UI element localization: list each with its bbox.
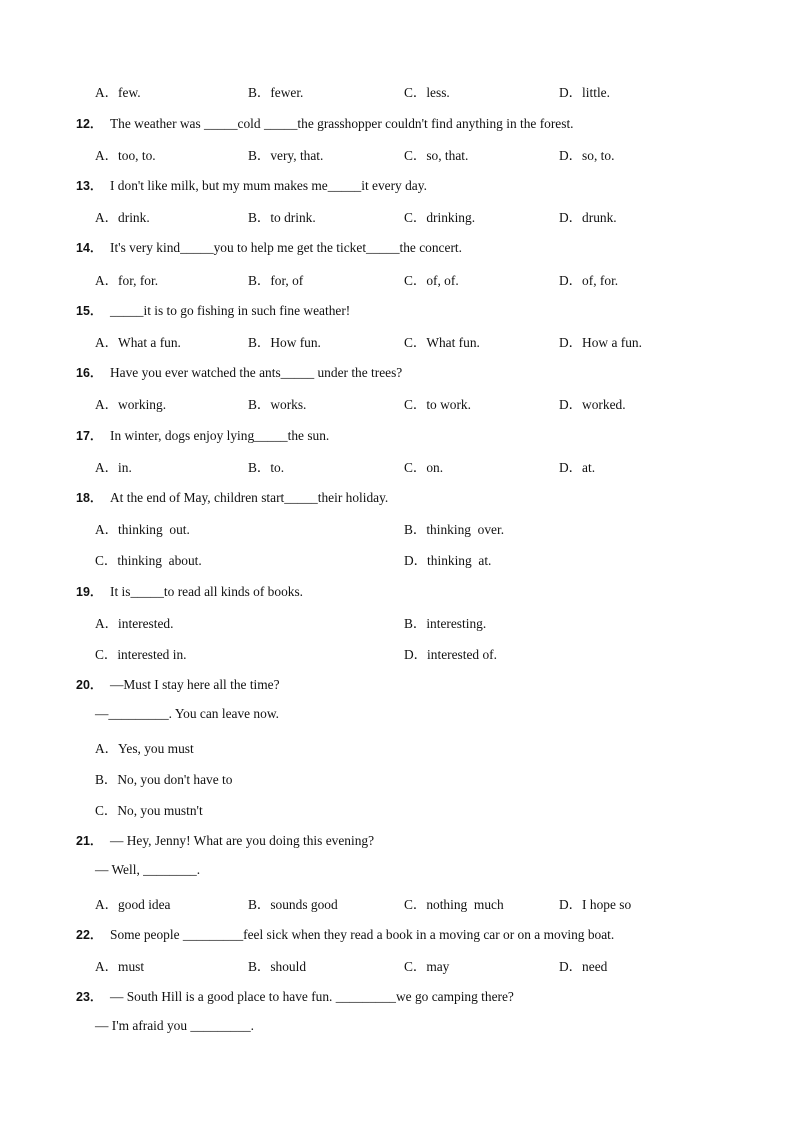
- question-14-options: [0, 270, 794, 290]
- question-number: 17．: [76, 429, 103, 443]
- option-d: D．How a fun.: [559, 335, 642, 350]
- option-b: B．works.: [248, 397, 307, 412]
- dialogue-reply: — I'm afraid you _________.: [95, 1018, 254, 1033]
- question-stem: It is_____to read all kinds of books.: [110, 584, 304, 599]
- dialogue-reply: —_________. You can leave now.: [95, 706, 279, 721]
- question-20-option-a: [0, 738, 794, 758]
- question-number: 12．: [76, 117, 103, 131]
- question-stem: — Hey, Jenny! What are you doing this evening?: [110, 833, 375, 848]
- option-a: A．thinking out.: [95, 522, 190, 537]
- question-stem: —Must I stay here all the time?: [110, 677, 280, 692]
- option-a: A．good idea: [95, 897, 171, 912]
- question-17-options: [0, 457, 794, 477]
- option-b: B．to.: [248, 460, 285, 475]
- option-c: C．of, of.: [404, 273, 459, 288]
- question-11-options: [0, 82, 794, 102]
- question-20: [0, 675, 794, 695]
- option-b: B．should: [248, 959, 307, 974]
- option-c: C．No, you mustn't: [95, 803, 203, 818]
- question-13-options: [0, 207, 794, 227]
- option-d: D．thinking at.: [404, 553, 492, 568]
- option-b: B．How fun.: [248, 335, 321, 350]
- question-number: 15．: [76, 304, 103, 318]
- question-number: 23．: [76, 990, 103, 1004]
- question-15-options: [0, 332, 794, 352]
- option-b: B．very, that.: [248, 148, 324, 163]
- option-d: D．so, to.: [559, 148, 615, 163]
- question-number: 20．: [76, 678, 103, 692]
- question-number: 14．: [76, 241, 103, 255]
- question-18-options-row-2: [0, 550, 794, 570]
- question-number: 22．: [76, 928, 103, 942]
- question-18: [0, 488, 794, 508]
- question-stem: At the end of May, children start_____their holiday.: [110, 490, 389, 505]
- question-22-options: [0, 956, 794, 976]
- option-d: D．drunk.: [559, 210, 617, 225]
- option-a: A．drink.: [95, 210, 150, 225]
- question-23-reply: [0, 1018, 794, 1038]
- option-d: D．at.: [559, 460, 596, 475]
- question-16: [0, 363, 794, 383]
- option-b: B．thinking over.: [404, 522, 505, 537]
- question-stem: In winter, dogs enjoy lying_____the sun.: [110, 428, 330, 443]
- question-stem: — South Hill is a good place to have fun. _________we go camping there?: [110, 989, 514, 1004]
- question-12-options: [0, 145, 794, 165]
- question-number: 13．: [76, 179, 103, 193]
- option-a: A．in.: [95, 460, 132, 475]
- option-d: D．I hope so: [559, 897, 632, 912]
- option-c: C．What fun.: [404, 335, 480, 350]
- option-a: A．must: [95, 959, 145, 974]
- question-22: [0, 925, 794, 945]
- question-stem: It's very kind_____you to help me get the ticket_____the concert.: [110, 240, 462, 255]
- question-18-options-row-1: [0, 519, 794, 539]
- option-d: D．little.: [559, 85, 610, 100]
- option-a: A．interested.: [95, 616, 174, 631]
- question-19: [0, 582, 794, 602]
- question-15: [0, 301, 794, 321]
- option-c: C．on.: [404, 460, 444, 475]
- question-stem: _____it is to go fishing in such fine weather!: [110, 303, 351, 318]
- option-c: C．so, that.: [404, 148, 469, 163]
- option-d: D．interested of.: [404, 647, 497, 662]
- option-a: A．working.: [95, 397, 167, 412]
- question-number: 16．: [76, 366, 103, 380]
- question-number: 18．: [76, 491, 103, 505]
- option-d: D．worked.: [559, 397, 626, 412]
- option-c: C．nothing much: [404, 897, 504, 912]
- option-d: D．need: [559, 959, 608, 974]
- option-c: C．to work.: [404, 397, 471, 412]
- option-a: A．few.: [95, 85, 141, 100]
- option-c: C．drinking.: [404, 210, 476, 225]
- question-20-reply: [0, 706, 794, 726]
- question-21-reply: [0, 862, 794, 882]
- option-b: B．to drink.: [248, 210, 316, 225]
- option-b: B．No, you don't have to: [95, 772, 233, 787]
- question-19-options-row-1: [0, 613, 794, 633]
- question-stem: The weather was _____cold _____the grasshopper couldn't find anything in the forest.: [110, 116, 574, 131]
- option-b: B．sounds good: [248, 897, 338, 912]
- question-21: [0, 831, 794, 851]
- question-16-options: [0, 394, 794, 414]
- option-d: D．of, for.: [559, 273, 619, 288]
- option-c: C．less.: [404, 85, 450, 100]
- question-number: 19．: [76, 585, 103, 599]
- option-a: A．too, to.: [95, 148, 156, 163]
- question-13: [0, 176, 794, 196]
- option-c: C．thinking about.: [95, 553, 202, 568]
- option-a: A．Yes, you must: [95, 741, 194, 756]
- option-a: A．What a fun.: [95, 335, 181, 350]
- question-23: [0, 987, 794, 1007]
- question-stem: Have you ever watched the ants_____ under the trees?: [110, 365, 403, 380]
- question-stem: I don't like milk, but my mum makes me_____it every day.: [110, 178, 427, 193]
- option-c: C．interested in.: [95, 647, 187, 662]
- option-b: B．fewer.: [248, 85, 304, 100]
- dialogue-reply: — Well, ________.: [95, 862, 201, 877]
- option-c: C．may: [404, 959, 450, 974]
- question-20-option-b: [0, 769, 794, 789]
- question-number: 21．: [76, 834, 103, 848]
- option-b: B．for, of: [248, 273, 304, 288]
- question-stem: Some people _________feel sick when they read a book in a moving car or on a moving boat.: [110, 927, 615, 942]
- question-17: [0, 426, 794, 446]
- question-12: [0, 114, 794, 134]
- option-a: A．for, for.: [95, 273, 159, 288]
- option-b: B．interesting.: [404, 616, 487, 631]
- question-19-options-row-2: [0, 644, 794, 664]
- question-14: [0, 238, 794, 258]
- question-21-options: [0, 894, 794, 914]
- question-20-option-c: [0, 800, 794, 820]
